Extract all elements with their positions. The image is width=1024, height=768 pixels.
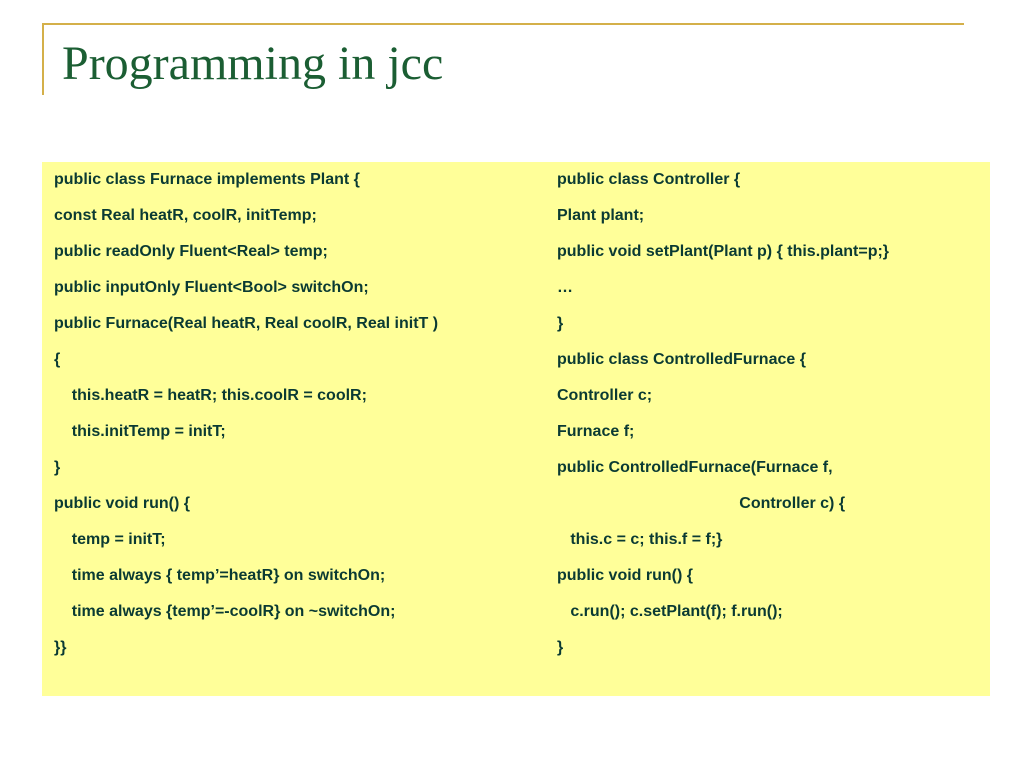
- code-line: const Real heatR, coolR, initTemp;: [54, 207, 317, 224]
- code-panel: [42, 162, 990, 696]
- code-line: this.c = c; this.f = f;}: [557, 531, 723, 548]
- code-line: public void run() {: [557, 567, 693, 584]
- code-line: }}: [54, 639, 67, 656]
- code-line: public Furnace(Real heatR, Real coolR, Real initT ): [54, 315, 439, 332]
- code-line: time always {temp’=-coolR} on ~switchOn;: [54, 603, 396, 620]
- title-accent-bar: [42, 23, 44, 95]
- code-line: c.run(); c.setPlant(f); f.run();: [557, 603, 783, 620]
- code-line: Controller c;: [557, 387, 653, 404]
- code-line: public readOnly Fluent<Real> temp;: [54, 243, 328, 260]
- code-line: this.heatR = heatR; this.coolR = coolR;: [54, 387, 367, 404]
- code-line: }: [557, 639, 564, 656]
- code-line: Controller c) {: [557, 495, 846, 512]
- code-line: public void setPlant(Plant p) { this.plant=p;}: [557, 243, 890, 260]
- code-line: time always { temp’=heatR} on switchOn;: [54, 567, 386, 584]
- code-line: public class Controller {: [557, 171, 741, 188]
- code-line: Furnace f;: [557, 423, 635, 440]
- code-line: }: [557, 315, 564, 332]
- code-line: }: [54, 459, 61, 476]
- code-line: public class Furnace implements Plant {: [54, 171, 360, 188]
- code-line: this.initTemp = initT;: [54, 423, 226, 440]
- code-line: {: [54, 351, 61, 368]
- slide-title: Programming in jcc: [62, 37, 444, 90]
- code-line: Plant plant;: [557, 207, 645, 224]
- code-line: …: [557, 279, 573, 296]
- controller-code-column: [557, 168, 987, 672]
- code-line: temp = initT;: [54, 531, 166, 548]
- code-line: public ControlledFurnace(Furnace f,: [557, 459, 833, 476]
- title-accent-line: [42, 23, 964, 25]
- code-line: public void run() {: [54, 495, 190, 512]
- code-line: public inputOnly Fluent<Bool> switchOn;: [54, 279, 369, 296]
- furnace-code-column: [54, 168, 534, 672]
- code-line: public class ControlledFurnace {: [557, 351, 806, 368]
